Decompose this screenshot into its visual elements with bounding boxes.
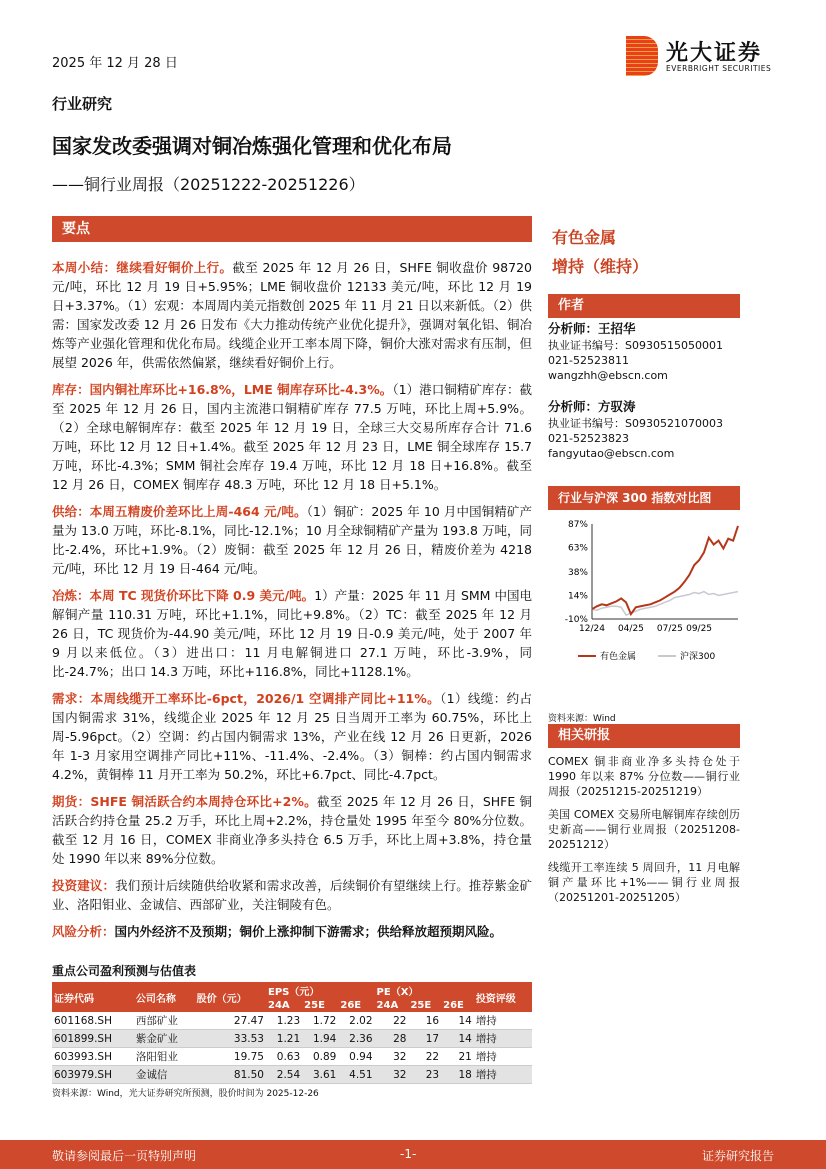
th-year: 25E [408, 999, 441, 1012]
report-title: 国家发改委强调对铜冶炼强化管理和优化布局 [52, 134, 452, 158]
th-rating: 投资评级 [474, 982, 532, 1012]
valuation-table-section [52, 962, 532, 1099]
y-tick-label: 14% [567, 591, 588, 602]
author-title: 作者 [548, 294, 740, 318]
comparison-chart [548, 516, 740, 666]
series-line-metals [592, 526, 738, 614]
paragraph [52, 876, 532, 914]
analyst [548, 398, 740, 461]
analyst-cert: 执业证书编号：S0930521070003 [548, 417, 723, 430]
table-cell: 西部矿业 [134, 1012, 195, 1030]
table-cell: 2.36 [338, 1030, 374, 1048]
paragraph [52, 502, 532, 578]
table-cell: 1.72 [302, 1012, 338, 1030]
report-subtitle: ——铜行业周报（20251222-20251226） [52, 175, 365, 194]
related-report-link[interactable]: 美国 COMEX 交易所电解铜库存续创历史新高——铜行业周报（20251208-20251212） [548, 808, 740, 851]
table-cell: 2.02 [338, 1012, 374, 1030]
table-cell: 22 [408, 1048, 441, 1066]
th-year: 24A [375, 999, 409, 1012]
y-tick-label: 38% [567, 567, 588, 578]
table-cell: 27.47 [195, 1012, 266, 1030]
th-eps: EPS（元） [266, 982, 375, 999]
authors [548, 294, 740, 461]
table-cell: 14 [441, 1030, 474, 1048]
table-cell: 81.50 [195, 1066, 266, 1084]
th-year: 26E [441, 999, 474, 1012]
table-cell: 18 [441, 1066, 474, 1084]
x-tick-label: 09/25 [686, 624, 713, 634]
analyst-email[interactable]: fangyutao@ebscn.com [548, 447, 675, 460]
table-cell: 17 [408, 1030, 441, 1048]
analyst-phone: 021-52523823 [548, 432, 629, 445]
table-cell: 32 [375, 1066, 409, 1084]
related-title: 相关研报 [548, 724, 740, 748]
paragraph [52, 258, 532, 372]
chart-source: 资料来源：Wind [548, 714, 616, 724]
table-source: 资料来源：Wind，光大证券研究所预测，股价时间为 2025-12-26 [52, 1089, 319, 1099]
table-cell: 3.61 [302, 1066, 338, 1084]
paragraph-lead: 期货：SHFE 铜活跃合约本周持仓环比+2%。 [52, 794, 317, 809]
table-cell: 23 [408, 1066, 441, 1084]
table-cell: 1.23 [266, 1012, 302, 1030]
logo-cn: 光大证券 [666, 41, 763, 66]
analyst-cert: 执业证书编号：S0930515050001 [548, 339, 723, 352]
analyst-name: 分析师：王招华 [548, 321, 636, 336]
paragraph-body: 1）产量：2025 年 11 月 SMM 中国电解铜产量 110.31 万吨，环比+1.1%，同比+9.8%。（2）TC：截至 2025 年 12 月 26 日，TC 现货价为-44.90 美元/吨，环比 12 月 19 日-0.9 美元/吨，处于 2007 年 9 月以来低位。（3）进出口：11 月电解铜进口 27.1 万吨，环比-3.9%，同比-24.7%；出口 14.3 万吨，环比+116.8%，同比+1128.1%。 [52, 588, 532, 679]
x-tick-label: 07/25 [656, 624, 683, 634]
table-cell: 1.21 [266, 1030, 302, 1048]
section-key-points: 要点 [52, 216, 532, 242]
table-cell: 1.94 [302, 1030, 338, 1048]
table-cell: 增持 [474, 1066, 532, 1084]
related-report-link[interactable]: 线缆开工率连续 5 周回升，11 月电解铜产量环比+1%——铜行业周报（20251201-20251205） [548, 861, 740, 904]
table-title: 重点公司盈利预测与估值表 [52, 964, 197, 978]
y-tick-label: -10% [564, 615, 588, 625]
table-cell: 金诚信 [134, 1066, 195, 1084]
footer-disclaimer: 敬请参阅最后一页特别声明 [52, 1149, 197, 1163]
report-category: 行业研究 [52, 95, 113, 113]
analyst [548, 320, 740, 383]
legend-label: 有色金属 [600, 652, 637, 662]
paragraph [52, 689, 532, 784]
table-cell: 21 [441, 1048, 474, 1066]
table-cell: 603979.SH [52, 1066, 134, 1084]
table-cell: 增持 [474, 1012, 532, 1030]
th-year: 24A [266, 999, 302, 1012]
th-price: 股价（元） [195, 982, 266, 1012]
report-date: 2025 年 12 月 28 日 [52, 56, 178, 71]
legend-label: 沪深300 [680, 652, 716, 662]
th-code: 证券代码 [52, 982, 134, 1012]
industry-name: 有色金属 [552, 228, 617, 247]
table-cell: 19.75 [195, 1048, 266, 1066]
table-row [52, 1048, 532, 1066]
page-number: -1- [400, 1147, 417, 1161]
table-cell: 28 [375, 1030, 409, 1048]
table-cell: 22 [375, 1012, 409, 1030]
table-cell: 603993.SH [52, 1048, 134, 1066]
y-tick-label: 63% [567, 543, 588, 554]
analyst-email[interactable]: wangzhh@ebscn.com [548, 369, 668, 382]
table-cell: 33.53 [195, 1030, 266, 1048]
paragraph-body: 截至 2025 年 12 月 26 日，SHFE 铜活跃合约持仓量 25.2 万手，环比上周+2.2%，持仓量处 1995 年至今 80%分位数。截至 12 月 16 日，COMEX 非商业净多头持仓 6.5 万手，环比上周+3.8%，持仓量处 1990 年以来 89%分位数。 [52, 794, 533, 866]
y-tick-label: 87% [567, 520, 588, 530]
table-row [52, 1066, 532, 1084]
paragraph-body: 我们预计后续随供给收紧和需求改善，后续铜价有望继续上行。推荐紫金矿业、洛阳钼业、金诚信、西部矿业，关注铜陵有色。 [52, 878, 532, 912]
industry-rating: 增持（维持） [552, 257, 649, 276]
th-name: 公司名称 [134, 982, 195, 1012]
paragraph-lead: 风险分析： [52, 924, 115, 939]
table-row [52, 1012, 532, 1030]
paragraph-body: 国内外经济不及预期；铜价上涨抑制下游需求；供给释放超预期风险。 [114, 924, 503, 939]
paragraph-lead: 供给：本周五精废价差环比上周-464 元/吨。 [52, 504, 307, 519]
x-tick-label: 04/25 [617, 624, 644, 634]
table-cell: 14 [441, 1012, 474, 1030]
th-year: 26E [338, 999, 374, 1012]
valuation-table [52, 982, 532, 1084]
analyst-name: 分析师：方驭涛 [548, 399, 636, 414]
table-cell: 增持 [474, 1048, 532, 1066]
paragraph [52, 922, 532, 941]
paragraph [52, 586, 532, 681]
th-year: 25E [302, 999, 338, 1012]
paragraph-body: （1）港口铜精矿库存：截至 2025 年 12 月 26 日，国内主流港口铜精矿库存 77.5 万吨，环比上周+5.9%。（2）全球电解铜库存：截至 2025 年 12 月 19 日，全球三大交易所库存合计 71.6 万吨，环比 12 月 12 日+1.4%。截至 2025 年 12 月 23 日，LME 铜全球库存 15.7 万吨，环比-4.3%；SMM 铜社会库存 19.4 万吨，环比 12 月 18 日+16.8%。截至 12 月 26 日，COMEX 铜库存 48.3 万吨，环比 12 月 18 日+5.1%。 [52, 382, 532, 492]
paragraph-lead: 本周小结：继续看好铜价上行。 [52, 260, 233, 275]
everbright-logo [626, 36, 806, 76]
x-tick-label: 12/24 [579, 624, 605, 634]
table-cell: 2.54 [266, 1066, 302, 1084]
th-pe: PE（X） [375, 982, 474, 999]
chart-section [548, 486, 740, 670]
logo-mark-icon [626, 36, 658, 76]
analyst-phone: 021-52523811 [548, 354, 629, 367]
table-cell: 0.94 [338, 1048, 374, 1066]
table-cell: 增持 [474, 1030, 532, 1048]
logo-en: EVERBRIGHT SECURITIES [666, 64, 772, 73]
paragraph [52, 380, 532, 494]
paragraph-lead: 需求：本周线缆开工率环比-6pct，2026/1 空调排产同比+11%。 [52, 691, 441, 706]
table-cell: 洛阳钼业 [134, 1048, 195, 1066]
paragraph-body: 截至 2025 年 12 月 26 日，SHFE 铜收盘价 98720 元/吨，环比 12 月 19 日+5.95%；LME 铜收盘价 12133 美元/吨，环比 12 月 19 日+3.37%。（1）宏观：本周周内美元指数创 2025 年 11 月 21 日以来新低。（2）供需：国家发改委 12 月 26 日发布《大力推动传统产业优化提升》，强调对氧化铝、铜冶炼等产业强化管理和优化布局。线缆企业开工率本周下降，铜价大涨对需求有压制，但展望 2026 年，供需依然偏紧，继续看好铜价上行。 [52, 260, 532, 370]
table-row [52, 1030, 532, 1048]
table-cell: 32 [375, 1048, 409, 1066]
paragraph [52, 792, 532, 868]
table-cell: 16 [408, 1012, 441, 1030]
table-cell: 601899.SH [52, 1030, 134, 1048]
paragraph-lead: 库存：国内铜社库环比+16.8%，LME 铜库存环比-4.3%。 [52, 382, 393, 397]
main-body [52, 258, 532, 949]
table-cell: 601168.SH [52, 1012, 134, 1030]
paragraph-lead: 冶炼：本周 TC 现货价环比下降 0.9 美元/吨。 [52, 588, 315, 603]
table-cell: 0.89 [302, 1048, 338, 1066]
related-report-link[interactable]: COMEX 铜非商业净多头持仓处于 1990 年以来 87% 分位数——铜行业周报（20251215-20251219） [548, 755, 740, 798]
related-reports [548, 724, 740, 913]
table-cell: 0.63 [266, 1048, 302, 1066]
paragraph-body: （1）线缆：约占国内铜需求 31%，线缆企业 2025 年 12 月 25 日当周开工率为 60.75%，环比上周-5.96pct。（2）空调：约占国内铜需求 13%，产业在线 12 月 26 日更新，2026 年 1-3 月家用空调排产同比+11%、-11.4%、-2.4%。（3）铜棒：约占国内铜需求 4.2%，黄铜棒 11 月开工率为 50.2%，环比+6.7pct、同比-4.7pct。 [52, 691, 532, 782]
chart-title: 行业与沪深 300 指数对比图 [548, 486, 740, 510]
table-cell: 4.51 [338, 1066, 374, 1084]
table-cell: 紫金矿业 [134, 1030, 195, 1048]
footer-report-type: 证券研究报告 [701, 1149, 774, 1163]
footer [0, 1140, 826, 1169]
paragraph-lead: 投资建议： [52, 878, 116, 893]
paragraph-body: （1）铜矿：2025 年 10 月中国铜精矿产量为 13.0 万吨，环比-8.1%，同比-12.1%；10 月全球铜精矿产量为 193.8 万吨，同比-2.4%，环比+1.9%。（2）废铜：截至 2025 年 12 月 26 日，精废价差为 4218 元/吨，环比 12 月 19 日-464 元/吨。 [52, 504, 532, 576]
